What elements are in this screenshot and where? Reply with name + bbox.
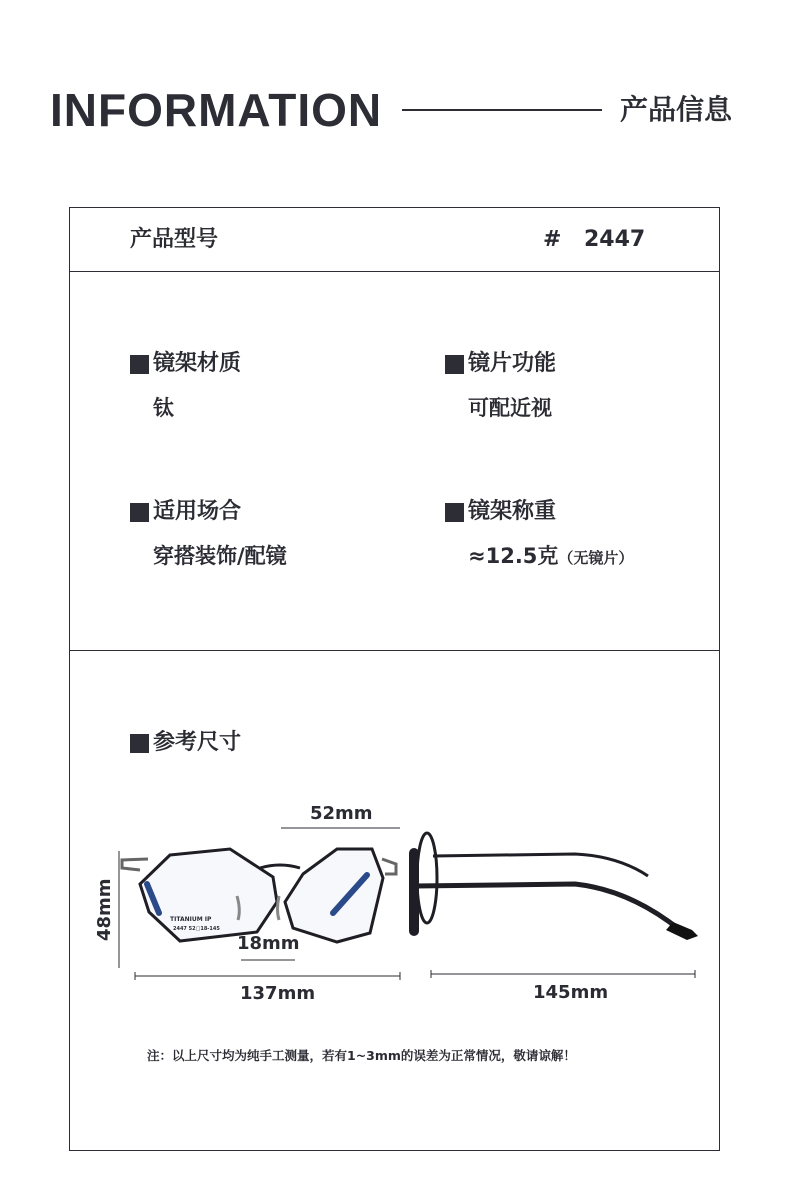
header-subtitle: 产品信息 <box>620 93 733 126</box>
side-lens-back <box>417 833 437 923</box>
attr-value: 可配近视 <box>468 396 552 420</box>
lens-height-label: 48mm <box>94 878 115 941</box>
info-table <box>69 207 720 1151</box>
attr-value: 穿搭装饰/配镜 <box>153 544 287 568</box>
glasses-front-view <box>122 849 396 942</box>
header-title: INFORMATION <box>50 84 383 136</box>
side-lens-front <box>409 848 419 936</box>
side-temple-tip <box>666 922 698 940</box>
attr-label: 镜架称重 <box>468 499 557 524</box>
attr-label: 镜片功能 <box>468 351 557 376</box>
right-temple-end <box>382 859 396 874</box>
header-divider <box>402 109 602 111</box>
lens-print-size: 2447 52□18-145 <box>173 926 220 932</box>
temple-length-label: 145mm <box>533 982 609 1003</box>
weight-note: （无镜片） <box>558 549 634 567</box>
weight-value: ≈12.5克 <box>468 544 559 568</box>
attr-value: 钛 <box>153 396 174 420</box>
glasses-diagram <box>70 208 719 1150</box>
right-lens <box>285 849 383 942</box>
size-section-label: 参考尺寸 <box>153 730 242 755</box>
measurement-note: 注：以上尺寸均为纯手工测量，若有1~3mm的误差为正常情况，敬请谅解！ <box>147 1048 576 1063</box>
attr-label: 镜架材质 <box>153 351 242 376</box>
attr-label: 适用场合 <box>153 499 242 524</box>
bridge-label: 18mm <box>237 933 300 954</box>
lens-width-label: 52mm <box>310 803 373 824</box>
model-label: 产品型号 <box>130 227 219 252</box>
frame-width-label: 137mm <box>240 983 316 1004</box>
side-upper-rim <box>433 854 648 876</box>
left-temple-end <box>122 859 148 870</box>
model-number: 2447 <box>584 227 646 252</box>
lens-print-brand: TITANIUM IP <box>170 916 212 923</box>
right-nose-pad <box>278 896 280 920</box>
model-hash: # <box>543 227 562 252</box>
side-temple-arm <box>415 884 680 930</box>
glasses-side-view <box>409 833 698 940</box>
bridge <box>260 865 300 868</box>
